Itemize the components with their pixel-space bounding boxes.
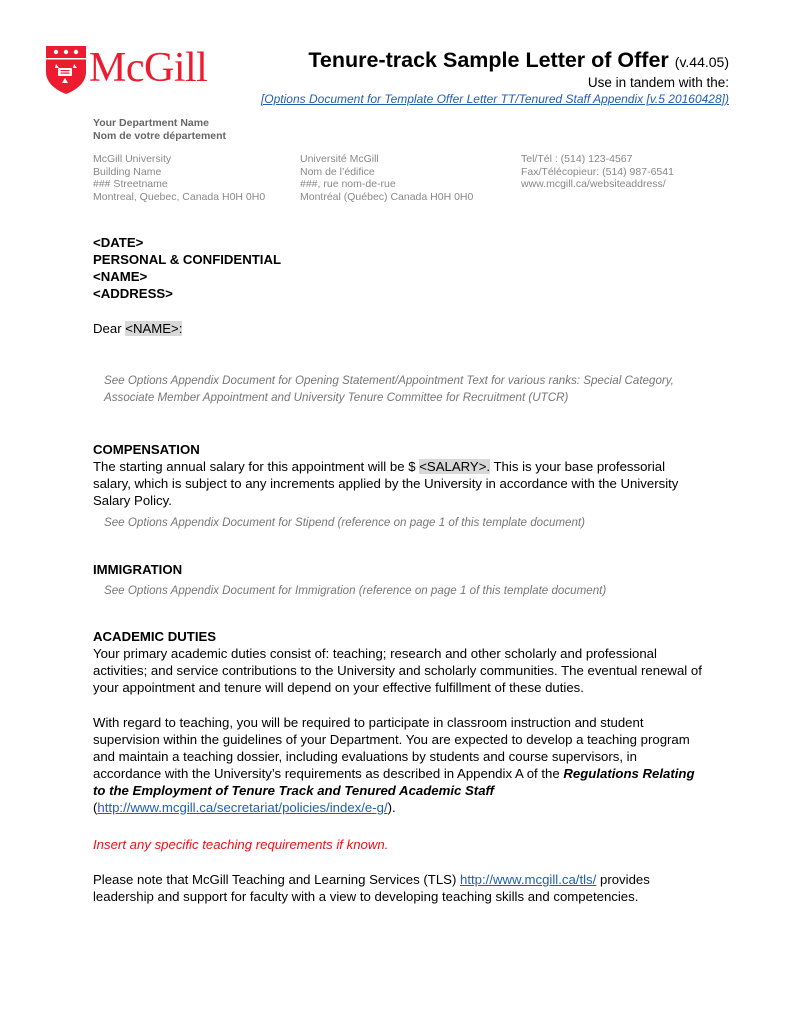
address-line: Université McGill xyxy=(300,153,379,165)
department-name xyxy=(93,117,226,143)
document-header xyxy=(261,48,729,107)
compensation-heading: COMPENSATION xyxy=(93,442,200,457)
address-line: ### Streetname xyxy=(93,178,168,190)
version-label: (v.44.05) xyxy=(674,54,729,70)
confidential-label: PERSONAL & CONFIDENTIAL xyxy=(93,252,282,267)
salutation-prefix: Dear xyxy=(93,321,126,336)
compensation-paragraph: The starting annual salary for this appointment will be $ <SALARY>. This is your base professorial salary, which is subject to any increments applied by the University in accordance with the University Salary Policy. xyxy=(93,459,679,508)
opening-statement-note: See Options Appendix Document for Opening Statement/Appointment Text for various ranks: Special Category, Associate Member Appointment and University Tenure Committee for Recruitment (UTCR) xyxy=(104,374,674,404)
address-line: ###, rue nom-de-rue xyxy=(300,178,396,190)
name-placeholder: <NAME> xyxy=(93,269,148,284)
department-name-fr: Nom de votre département xyxy=(93,130,227,142)
contact-info xyxy=(521,153,674,191)
date-placeholder: <DATE> xyxy=(93,235,144,250)
address-line: McGill University xyxy=(93,153,172,165)
salutation xyxy=(93,320,705,337)
secretariat-policies-link[interactable]: http://www.mcgill.ca/secretariat/policies/index/e-g/ xyxy=(97,800,388,815)
address-french xyxy=(300,153,473,203)
salary-placeholder: <SALARY>. xyxy=(419,459,491,474)
mcgill-wordmark: McGill xyxy=(89,45,208,91)
options-document-link[interactable]: [Options Document for Template Offer Letter TT/Tenured Staff Appendix [v.5 20160428]) xyxy=(260,92,729,106)
document-title: Tenure-track Sample Letter of Offer (v.44.05) xyxy=(308,48,729,72)
address-line: Building Name xyxy=(93,165,162,178)
address-english xyxy=(93,153,265,203)
website-line: www.mcgill.ca/websiteaddress/ xyxy=(521,178,666,190)
compensation-section xyxy=(93,441,705,509)
salutation-name-placeholder: <NAME>: xyxy=(125,321,183,336)
tls-link[interactable]: http://www.mcgill.ca/tls/ xyxy=(460,872,597,887)
document-subtitle: Use in tandem with the: xyxy=(587,75,729,90)
regulations-title: Regulations Relating to the Employment of Tenure Track and Tenured Academic Staff xyxy=(93,766,695,798)
tls-paragraph: Please note that McGill Teaching and Learning Services (TLS) http://www.mcgill.ca/tls/ provides leadership and support for faculty with a view to developing teaching skills and competencies. xyxy=(93,872,650,904)
address-line: Montreal, Quebec, Canada H0H 0H0 xyxy=(93,190,266,203)
department-name-en: Your Department Name xyxy=(93,117,209,129)
fax-line: Fax/Télécopieur: (514) 987-6541 xyxy=(521,165,674,178)
address-line: Nom de l’édifice xyxy=(300,165,375,178)
phone-line: Tel/Tél : (514) 123-4567 xyxy=(521,153,633,165)
academic-duties-paragraph: Your primary academic duties consist of: teaching; research and other scholarly and professional activities; and service contributions to the University and scholarly communities. The eventual renewal of your appointment and tenure will depend on your effective fulfillment of these duties. xyxy=(93,646,702,695)
mcgill-crest-icon xyxy=(44,44,88,96)
academic-duties-section xyxy=(93,628,705,696)
recipient-block xyxy=(93,234,705,302)
teaching-paragraph: With regard to teaching, you will be required to participate in classroom instruction and student supervision within the guidelines of your Department. You are expected to develop a teaching program and maintain a teaching dossier, including evaluations by students and course supervisors, in accordance with the University’s requirements as described in Appendix A of the Regulations Relating to the Employment of Tenure Track and Tenured Academic Staff (http://www.mcgill.ca/secretariat/policies/index/e-g/). xyxy=(93,715,695,815)
address-line: Montréal (Québec) Canada H0H 0H0 xyxy=(300,190,474,203)
immigration-heading: IMMIGRATION xyxy=(93,562,183,577)
stipend-note: See Options Appendix Document for Stipend (reference on page 1 of this template document) xyxy=(104,516,585,529)
insert-requirements-note: Insert any specific teaching requirements if known. xyxy=(93,837,389,852)
address-placeholder: <ADDRESS> xyxy=(93,286,173,301)
academic-duties-heading: ACADEMIC DUTIES xyxy=(93,629,217,644)
immigration-note: See Options Appendix Document for Immigration (reference on page 1 of this template document) xyxy=(104,584,607,597)
